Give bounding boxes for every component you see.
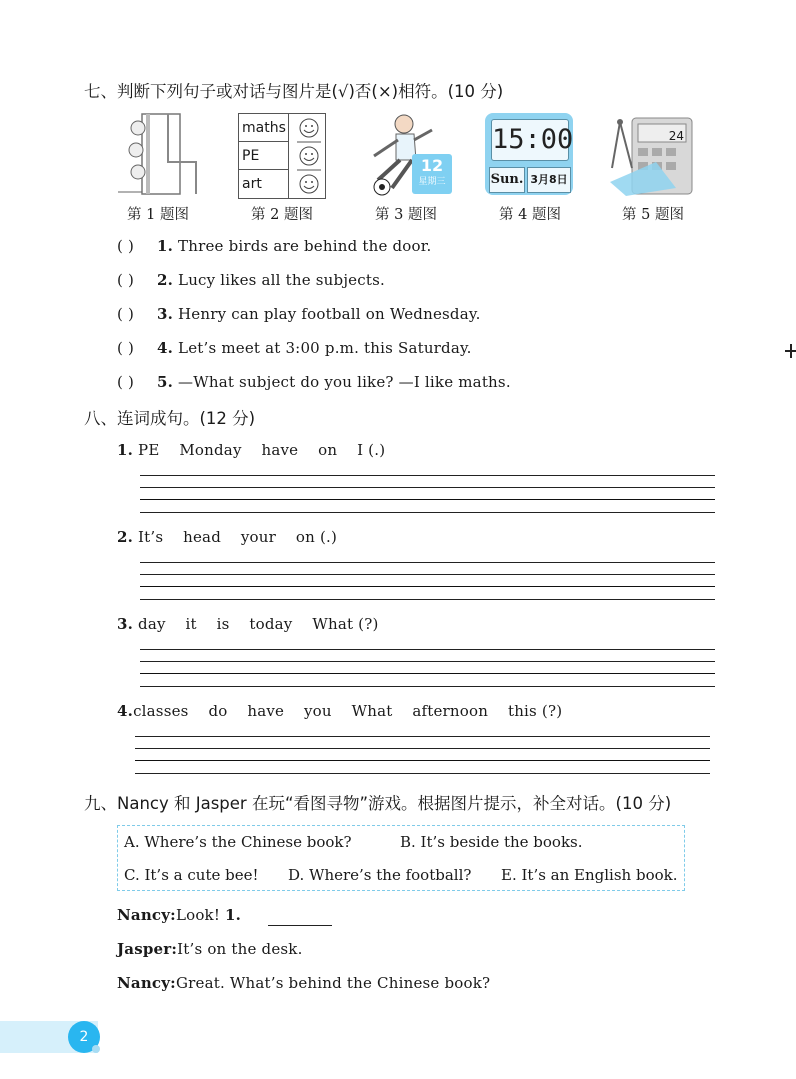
clock-date: 3月8日 — [527, 167, 571, 193]
speaker-name: Nancy: — [117, 906, 176, 924]
subject-pe: PE — [239, 142, 289, 170]
figure-5-math-tools — [606, 112, 698, 198]
section-8-heading: 八、连词成句。(12 分) — [84, 409, 256, 428]
figure-3-football-player — [360, 110, 452, 198]
smiley-face-icon — [297, 117, 321, 197]
word-order-item-2: 2. It’s head your on (.) — [117, 528, 338, 546]
dialogue-line-2: Jasper:It’s on the desk. — [117, 940, 303, 958]
dialogue-line-1: Nancy:Look! 1. — [117, 906, 242, 924]
answer-blank[interactable]: ( ) — [117, 339, 135, 357]
options-box — [117, 825, 685, 891]
writing-line[interactable] — [140, 574, 715, 575]
option-d: D. Where’s the football? — [288, 866, 472, 884]
option-b: B. It’s beside the books. — [400, 833, 583, 851]
writing-line[interactable] — [140, 487, 715, 488]
figure-1-birds-door — [112, 110, 208, 196]
calendar-weekday: 星期三 — [418, 177, 446, 187]
calendar-page — [412, 154, 452, 194]
writing-line[interactable] — [140, 475, 715, 476]
figure-4-caption: 第 4 题图 — [499, 207, 561, 223]
clock-time: 15:00 — [491, 119, 569, 161]
figure-4-digital-clock — [485, 113, 573, 195]
writing-line[interactable] — [140, 586, 715, 587]
answer-blank-1[interactable] — [268, 925, 332, 926]
writing-line[interactable] — [135, 748, 710, 749]
word-order-item-1: 1. PE Monday have on I (.) — [117, 441, 386, 459]
judge-item-1: ( ) 1. Three birds are behind the door. — [117, 237, 432, 255]
figure-2-subjects-table — [238, 113, 326, 199]
figure-1-caption: 第 1 题图 — [127, 207, 189, 223]
option-a: A. Where’s the Chinese book? — [124, 833, 352, 851]
clock-day: Sun. — [489, 167, 525, 193]
figure-3-caption: 第 3 题图 — [375, 207, 437, 223]
calendar-date: 12 — [420, 156, 444, 175]
speaker-name: Nancy: — [117, 974, 176, 992]
subject-maths: maths — [239, 114, 289, 142]
option-c: C. It’s a cute bee! — [124, 866, 259, 884]
word-order-item-3: 3. day it is today What (?) — [117, 615, 379, 633]
writing-line[interactable] — [135, 736, 710, 737]
figure-2-caption: 第 2 题图 — [251, 207, 313, 223]
answer-blank[interactable]: ( ) — [117, 271, 135, 289]
answer-blank[interactable]: ( ) — [117, 373, 135, 391]
writing-line[interactable] — [140, 499, 715, 500]
decorative-dot — [92, 1045, 100, 1053]
writing-line[interactable] — [135, 773, 710, 774]
judge-item-4: ( ) 4. Let’s meet at 3:00 p.m. this Saturday. — [117, 339, 472, 357]
writing-line[interactable] — [140, 649, 715, 650]
crop-mark-vertical — [790, 344, 792, 358]
section-7-heading: 七、判断下列句子或对话与图片是(√)否(×)相符。(10 分) — [84, 82, 504, 101]
judge-item-2: ( ) 2. Lucy likes all the subjects. — [117, 271, 385, 289]
calculator-icon — [606, 112, 698, 198]
page-number: 2 — [68, 1021, 100, 1053]
writing-line[interactable] — [140, 661, 715, 662]
speaker-name: Jasper: — [117, 940, 178, 958]
option-e: E. It’s an English book. — [501, 866, 678, 884]
judge-item-3: ( ) 3. Henry can play football on Wednesday. — [117, 305, 481, 323]
writing-line[interactable] — [135, 760, 710, 761]
writing-line[interactable] — [140, 562, 715, 563]
writing-line[interactable] — [140, 599, 715, 600]
word-order-item-4: 4.classes do have you What afternoon this (?) — [117, 702, 563, 720]
calculator-display: 24 — [668, 129, 684, 143]
writing-line[interactable] — [140, 686, 715, 687]
judge-item-5: ( ) 5. —What subject do you like? —I like maths. — [117, 373, 511, 391]
dialogue-line-3: Nancy:Great. What’s behind the Chinese book? — [117, 974, 491, 992]
subject-art: art — [239, 170, 289, 198]
writing-line[interactable] — [140, 673, 715, 674]
section-9-heading: 九、Nancy 和 Jasper 在玩“看图寻物”游戏。根据图片提示，补全对话。(10 分) — [84, 794, 672, 813]
writing-line[interactable] — [140, 512, 715, 513]
figure-5-caption: 第 5 题图 — [622, 207, 684, 223]
answer-blank[interactable]: ( ) — [117, 305, 135, 323]
answer-blank[interactable]: ( ) — [117, 237, 135, 255]
